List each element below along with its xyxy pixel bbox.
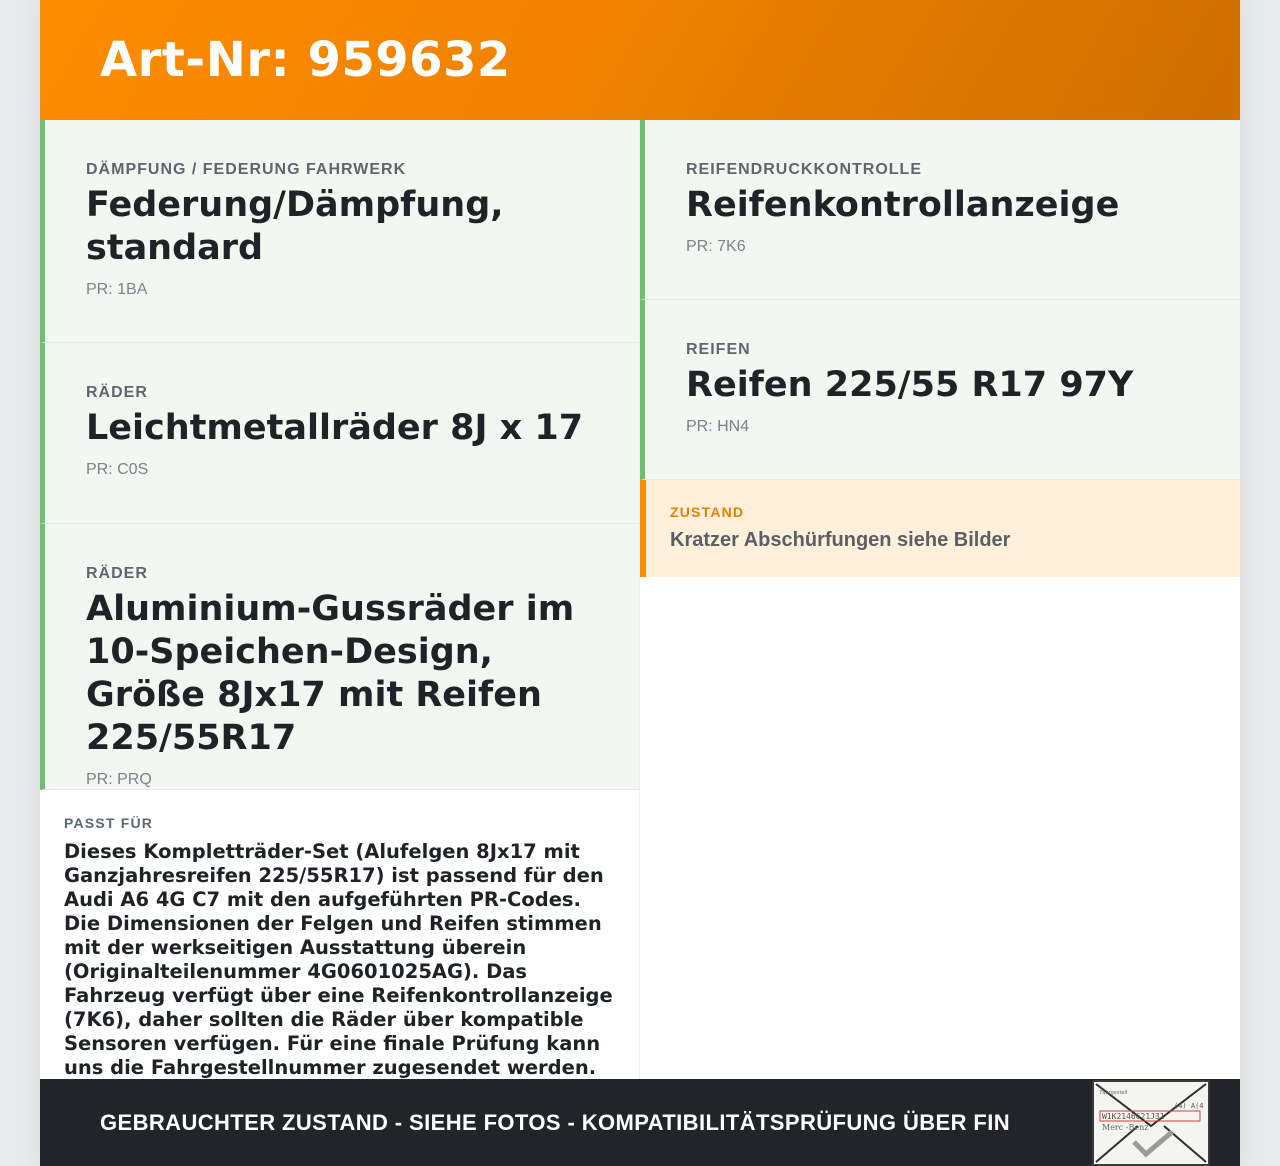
spec-label: DÄMPFUNG / FEDERUNG FAHRWERK (86, 161, 407, 178)
spec-card-alloy-wheels (40, 524, 639, 790)
page (40, 0, 1240, 1166)
condition-text: Kratzer Abschürfungen siehe Bilder (670, 529, 1011, 551)
article-number-title: Art-Nr: 959632 (100, 32, 511, 88)
spec-card-wheels (40, 343, 639, 524)
fits-section (40, 790, 639, 1080)
spec-pr-code: PR: 1BA (86, 281, 148, 298)
footer-banner (40, 1079, 1240, 1166)
condition-note (640, 480, 1240, 577)
spec-pr-code: PR: 7K6 (686, 238, 746, 255)
spec-pr-code: PR: HN4 (686, 418, 750, 435)
spec-card-suspension (40, 120, 639, 343)
stamp-line4: (4) A(4 (1174, 1102, 1204, 1110)
spec-pr-code: PR: C0S (86, 461, 149, 478)
spec-value: Federung/Dämpfung, standard (86, 185, 504, 268)
spec-value: Reifenkontrollanzeige (686, 185, 1120, 225)
spec-label: REIFENDRUCKKONTROLLE (686, 161, 922, 178)
envelope-graphic (1094, 1082, 1208, 1164)
stamp-line3: Merc -Benz (1102, 1123, 1149, 1132)
spec-card-tpms (640, 120, 1240, 300)
footer-text: GEBRAUCHTER ZUSTAND - SIEHE FOTOS - KOMPATIBILITÄTSPRÜFUNG ÜBER FIN (100, 1109, 1011, 1135)
spec-label: REIFEN (686, 341, 751, 358)
spec-value: Reifen 225/55 R17 97Y (686, 365, 1134, 405)
stamp-line1: Fahrgestell (1100, 1090, 1128, 1096)
fits-label: PASST FÜR (64, 815, 154, 831)
spec-card-tires (640, 300, 1240, 480)
spec-value: Leichtmetallräder 8J x 17 (86, 408, 584, 448)
spec-column-right (640, 120, 1240, 1079)
spec-grid (40, 120, 1240, 1079)
header (40, 0, 1240, 120)
stamp-line2: W1K2146621J31 (1102, 1112, 1165, 1121)
spec-pr-code: PR: PRQ (86, 771, 152, 788)
fits-description: Dieses Kompletträder-Set (Alufelgen 8Jx17 mit Ganzjahresreifen 225/55R17) ist passend für den Audi A6 4G C7 mit den aufgeführten PR-Codes. Die Dimensionen der Felgen und Reifen stimmen mit der werkseitigen Ausstattung überein (Originalteilenummer 4G0601025AG). Das Fahrzeug verfügt über eine Reifenkontrollanzeige (7K6), daher sollten die Räder über kompatible Sensoren verfügen. Für eine finale Prüfung kann uns die Fahrgestellnummer zugesendet werden. (64, 840, 613, 1079)
spec-label: RÄDER (86, 384, 148, 401)
spec-column-left (40, 120, 640, 1079)
vin-document-envelope-icon (1092, 1080, 1210, 1166)
spec-value: Aluminium-Gussräder im 10-Speichen-Design, Größe 8Jx17 mit Reifen 225/55R17 (86, 589, 575, 758)
condition-label: ZUSTAND (670, 504, 745, 520)
spec-label: RÄDER (86, 565, 148, 582)
